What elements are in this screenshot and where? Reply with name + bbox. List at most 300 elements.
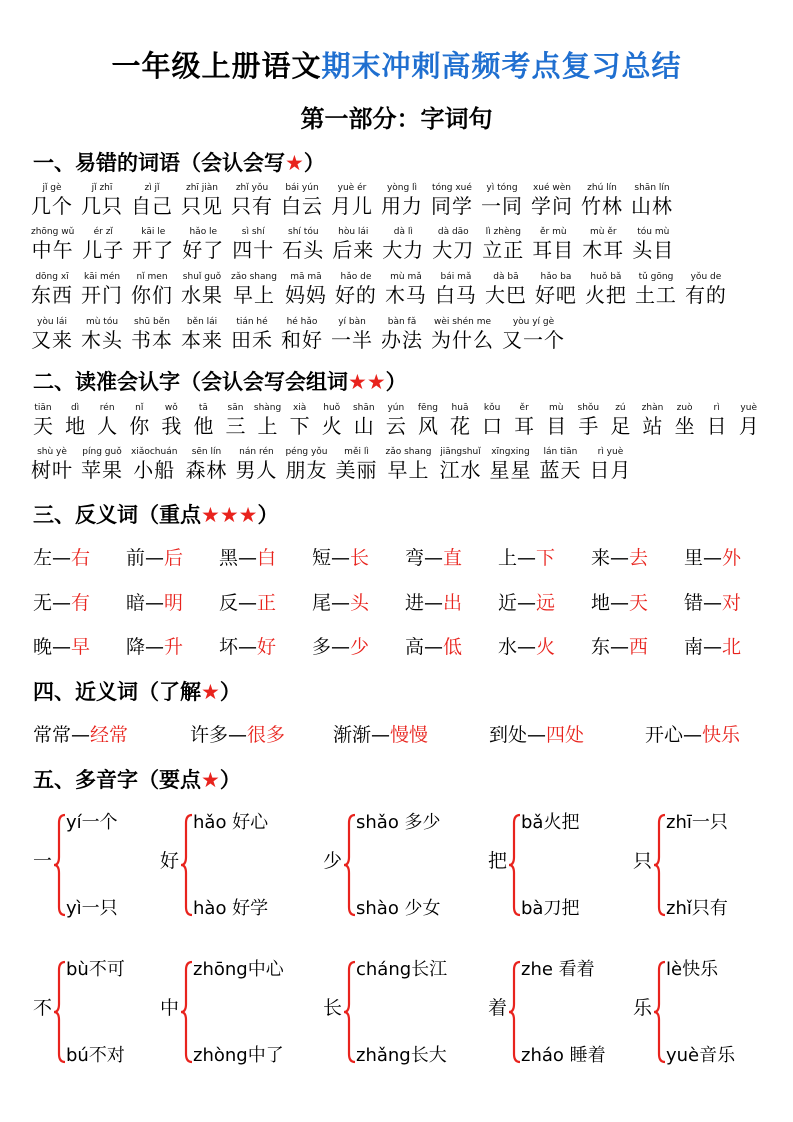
pinyin: hòu lái <box>338 227 369 237</box>
reading-2: zhòng中了 <box>193 1045 284 1066</box>
word-item <box>131 272 173 307</box>
antonym-answer: 低 <box>443 636 463 658</box>
hanzi: 星星 <box>489 458 532 482</box>
reading-1: bǎ火把 <box>521 812 580 833</box>
hanzi: 早上 <box>387 458 430 482</box>
polyphone-group <box>323 808 473 919</box>
section-5-close: ） <box>219 768 241 792</box>
synonym-answer: 很多 <box>247 724 286 746</box>
hanzi: 月 <box>738 414 759 438</box>
word-item <box>589 447 631 482</box>
hanzi: 日月 <box>589 458 632 482</box>
antonym-answer: 升 <box>164 636 184 658</box>
char-item <box>544 403 568 438</box>
hanzi: 中午 <box>31 238 74 262</box>
star-icon: ★ <box>285 151 304 175</box>
pinyin: wèi shén me <box>433 317 492 327</box>
word-item <box>336 447 378 482</box>
word-item <box>232 227 274 262</box>
title-black: 一年级上册语文 <box>111 49 322 83</box>
dash: — <box>331 636 351 658</box>
word-item <box>382 227 424 262</box>
word-row-5 <box>31 447 639 482</box>
word-item <box>432 227 474 262</box>
char-item <box>416 403 440 438</box>
hanzi: 一同 <box>481 194 523 218</box>
section-5-text: 五、多音字（要点 <box>33 768 201 792</box>
reading-2: zhǎng长大 <box>356 1045 447 1066</box>
polyphone-group <box>488 808 638 919</box>
hanzi: 和好 <box>281 328 323 352</box>
hanzi: 小船 <box>133 458 176 482</box>
antonym-word: 黑 <box>219 547 239 569</box>
pinyin: xué wèn <box>532 183 572 193</box>
hanzi: 同学 <box>431 194 473 218</box>
pinyin: wǒ <box>164 403 178 413</box>
word-item <box>386 447 432 482</box>
hanzi: 口 <box>482 414 503 438</box>
antonym-answer: 火 <box>536 636 556 658</box>
pinyin: dà bā <box>493 272 519 282</box>
word-item <box>582 227 624 262</box>
pinyin: yòu lái <box>37 317 67 327</box>
polyphone-char: 不 <box>33 997 53 1019</box>
word-item <box>335 272 377 307</box>
pinyin: hé hǎo <box>286 317 318 327</box>
hanzi: 学问 <box>531 194 573 218</box>
word-item <box>502 317 565 352</box>
pinyin: sì shí <box>241 227 265 237</box>
antonym-word: 地 <box>591 592 611 614</box>
pinyin: kāi mén <box>83 272 121 282</box>
pinyin: zhú lín <box>587 183 617 193</box>
hanzi: 木头 <box>81 328 123 352</box>
pinyin: nǐ <box>135 403 144 413</box>
word-item <box>381 183 423 218</box>
word-item <box>482 227 524 262</box>
antonym-word: 来 <box>591 547 611 569</box>
word-item <box>431 183 473 218</box>
hanzi: 天 <box>33 414 53 438</box>
pinyin: tóu mù <box>637 227 670 237</box>
word-item <box>585 272 627 307</box>
pinyin: mù <box>549 403 564 413</box>
char-item <box>253 403 282 438</box>
antonym-answer: 西 <box>629 636 649 658</box>
antonym-pair <box>33 632 90 659</box>
brace-icon <box>180 960 194 1064</box>
polyphone-char: 长 <box>323 997 343 1019</box>
antonym-pair <box>126 632 183 659</box>
pinyin: zì jǐ <box>144 183 160 193</box>
dash: — <box>610 547 630 569</box>
pinyin: hǎo de <box>340 272 372 282</box>
polyphone-group <box>160 955 310 1066</box>
antonym-answer: 下 <box>536 547 556 569</box>
pinyin: shù yè <box>37 447 67 457</box>
pinyin: yǒu de <box>690 272 722 282</box>
word-item <box>485 272 527 307</box>
antonym-pair <box>498 588 555 615</box>
pinyin: huā <box>451 403 469 413</box>
reading-1: yí一个 <box>66 812 118 833</box>
antonym-pair <box>219 632 276 659</box>
page-title <box>0 44 793 85</box>
pinyin: yuè <box>740 403 757 413</box>
synonym-answer: 慢慢 <box>390 724 429 746</box>
pinyin: tiān <box>34 403 52 413</box>
reading-2: yuè音乐 <box>666 1045 736 1066</box>
reading-1: cháng长江 <box>356 959 448 980</box>
hanzi: 蓝天 <box>539 458 582 482</box>
page-subtitle: 第一部分：字词句 <box>300 105 493 133</box>
hanzi: 本来 <box>181 328 223 352</box>
pinyin: mā mā <box>290 272 322 282</box>
hanzi: 大力 <box>382 238 425 262</box>
hanzi: 苹果 <box>81 458 123 482</box>
reading-2: bà刀把 <box>521 898 580 919</box>
hanzi: 他 <box>193 414 214 438</box>
antonym-answer: 北 <box>722 636 742 658</box>
hanzi: 我 <box>161 414 182 438</box>
pinyin: jiāngshuǐ <box>440 447 481 457</box>
hanzi: 手 <box>578 414 599 438</box>
section-4-close: ） <box>219 680 241 704</box>
antonym-pair <box>219 543 276 570</box>
word-item <box>381 317 423 352</box>
pinyin: zǎo shang <box>231 272 277 282</box>
antonym-pair <box>684 632 741 659</box>
antonym-pair <box>312 632 369 659</box>
word-row-2 <box>31 227 682 262</box>
char-item <box>320 403 344 438</box>
hanzi: 日 <box>706 414 727 438</box>
pinyin: rén <box>99 403 115 413</box>
antonym-pair <box>591 632 648 659</box>
pinyin: zǎo shang <box>385 447 432 457</box>
antonym-answer: 头 <box>350 592 370 614</box>
polyphone-group <box>160 808 310 919</box>
pinyin: xià <box>292 403 307 413</box>
hanzi: 大刀 <box>432 238 475 262</box>
antonym-word: 前 <box>126 547 146 569</box>
pinyin: huǒ bǎ <box>590 272 622 282</box>
dash: — <box>424 547 444 569</box>
star-icon: ★★ <box>348 370 386 394</box>
hanzi: 好吧 <box>534 283 577 307</box>
pinyin: kǒu <box>483 403 501 413</box>
char-item <box>673 403 697 438</box>
hanzi: 足 <box>610 414 631 438</box>
word-item <box>31 183 73 218</box>
word-item <box>181 183 223 218</box>
dash: — <box>71 724 91 746</box>
word-item <box>439 447 481 482</box>
hanzi: 一半 <box>331 328 373 352</box>
synonym-pair <box>190 720 285 747</box>
hanzi: 用力 <box>381 194 423 218</box>
char-item <box>480 403 504 438</box>
word-item <box>231 183 273 218</box>
hanzi: 石头 <box>282 238 325 262</box>
brace-icon <box>508 813 522 917</box>
pinyin: rì <box>713 403 720 413</box>
char-item <box>640 403 664 438</box>
polyphone-char: 好 <box>160 850 180 872</box>
antonym-answer: 有 <box>71 592 91 614</box>
hanzi: 树叶 <box>31 458 73 482</box>
pinyin: bàn fǎ <box>387 317 417 327</box>
dash: — <box>703 636 723 658</box>
hanzi: 好的 <box>334 283 377 307</box>
word-item <box>235 447 277 482</box>
synonym-word: 到处 <box>489 724 528 746</box>
pinyin: jǐ zhī <box>91 183 113 193</box>
reading-2: zhǐ只有 <box>666 898 728 919</box>
brace-icon <box>180 813 194 917</box>
hanzi: 大巴 <box>484 283 527 307</box>
reading-1: bù不可 <box>66 959 125 980</box>
char-item <box>705 403 729 438</box>
brace-icon <box>508 960 522 1064</box>
antonym-answer: 出 <box>443 592 463 614</box>
hanzi: 下 <box>289 414 310 438</box>
pinyin: tā <box>198 403 208 413</box>
pinyin: sēn lín <box>191 447 222 457</box>
dash: — <box>52 636 72 658</box>
word-row-4 <box>31 317 573 352</box>
char-item <box>191 403 215 438</box>
antonym-answer: 去 <box>629 547 649 569</box>
brace-icon <box>343 813 357 917</box>
hanzi: 头目 <box>632 238 675 262</box>
word-item <box>182 227 224 262</box>
hanzi: 早上 <box>232 283 275 307</box>
word-row-3 <box>31 272 735 307</box>
hanzi: 后来 <box>332 238 375 262</box>
pinyin: hǎo le <box>189 227 218 237</box>
synonym-answer: 四处 <box>546 724 585 746</box>
hanzi: 云 <box>385 414 406 438</box>
antonym-pair <box>126 588 183 615</box>
reading-1: zhe 看着 <box>521 959 595 980</box>
hanzi: 竹林 <box>581 194 623 218</box>
word-item <box>185 447 227 482</box>
section-1-text: 一、易错的词语（会认会写 <box>33 151 285 175</box>
antonym-word: 东 <box>591 636 611 658</box>
pinyin: shuǐ guǒ <box>182 272 222 282</box>
pinyin: yì tóng <box>486 183 518 193</box>
star-icon: ★ <box>201 768 220 792</box>
word-item <box>531 183 573 218</box>
pinyin: lán tiān <box>543 447 578 457</box>
antonym-answer: 右 <box>71 547 91 569</box>
reading-1: zhōng中心 <box>193 959 284 980</box>
antonym-answer: 好 <box>257 636 277 658</box>
synonym-pair <box>33 720 128 747</box>
synonym-answer: 快乐 <box>702 724 741 746</box>
dash: — <box>610 592 630 614</box>
word-item <box>435 272 477 307</box>
word-item <box>31 447 73 482</box>
pinyin: shàng <box>253 403 282 413</box>
hanzi: 山林 <box>631 194 673 218</box>
dash: — <box>527 724 547 746</box>
reading-1: hǎo 好心 <box>193 812 269 833</box>
section-3-text: 三、反义词（重点 <box>33 503 201 527</box>
hanzi: 森林 <box>185 458 228 482</box>
antonym-word: 晚 <box>33 636 53 658</box>
antonym-word: 水 <box>498 636 518 658</box>
synonym-word: 常常 <box>33 724 72 746</box>
hanzi: 木马 <box>384 283 427 307</box>
word-item <box>285 272 327 307</box>
hanzi: 开门 <box>81 283 123 307</box>
dash: — <box>331 547 351 569</box>
polyphone-group <box>488 955 638 1066</box>
word-item <box>332 227 374 262</box>
antonym-answer: 少 <box>350 636 370 658</box>
word-item <box>685 272 727 307</box>
section-heading-1 <box>33 147 325 177</box>
dash: — <box>145 592 165 614</box>
reading-1: lè快乐 <box>666 959 719 980</box>
pinyin: nǐ men <box>136 272 168 282</box>
hanzi: 好了 <box>182 238 225 262</box>
char-item <box>159 403 183 438</box>
antonym-pair <box>591 543 648 570</box>
polyphone-char: 着 <box>488 997 508 1019</box>
hanzi: 只有 <box>231 194 273 218</box>
word-item <box>131 447 177 482</box>
hanzi: 三 <box>225 414 246 438</box>
pinyin: ěr <box>519 403 529 413</box>
synonym-word: 渐渐 <box>333 724 372 746</box>
brace-icon <box>53 960 67 1064</box>
pinyin: kāi le <box>141 227 166 237</box>
dash: — <box>238 592 258 614</box>
char-item <box>288 403 312 438</box>
word-item <box>481 183 523 218</box>
polyphone-group <box>323 955 473 1066</box>
antonym-pair <box>498 632 555 659</box>
hanzi: 书本 <box>131 328 173 352</box>
word-item <box>489 447 531 482</box>
dash: — <box>424 636 444 658</box>
antonym-word: 多 <box>312 636 332 658</box>
hanzi: 美丽 <box>335 458 378 482</box>
reading-1: zhī一只 <box>666 812 728 833</box>
hanzi: 站 <box>642 414 663 438</box>
char-item <box>737 403 761 438</box>
word-item <box>181 317 223 352</box>
pinyin: tóng xué <box>432 183 472 193</box>
word-item <box>631 183 673 218</box>
hanzi: 又一个 <box>502 328 565 352</box>
char-item <box>448 403 472 438</box>
hanzi: 江水 <box>439 458 482 482</box>
hanzi: 白云 <box>281 194 323 218</box>
dash: — <box>703 592 723 614</box>
pinyin: mù mǎ <box>390 272 422 282</box>
polyphone-char: 只 <box>633 850 653 872</box>
title-highlight: 期末冲刺高频考点复习总结 <box>321 49 682 83</box>
antonym-word: 左 <box>33 547 53 569</box>
pinyin: dà lì <box>393 227 413 237</box>
dash: — <box>703 547 723 569</box>
hanzi: 又来 <box>31 328 73 352</box>
pinyin: běn lái <box>186 317 218 327</box>
pinyin: yún <box>387 403 405 413</box>
pinyin: hǎo ba <box>540 272 572 282</box>
pinyin: yòng lì <box>386 183 418 193</box>
pinyin: shān <box>352 403 375 413</box>
antonym-word: 南 <box>684 636 704 658</box>
polyphone-group <box>633 808 783 919</box>
pinyin: zhǐ yǒu <box>235 183 269 193</box>
hanzi: 妈妈 <box>284 283 327 307</box>
word-item <box>385 272 427 307</box>
dash: — <box>331 592 351 614</box>
hanzi: 你 <box>129 414 150 438</box>
section-4-text: 四、近义词（了解 <box>33 680 201 704</box>
word-item <box>331 317 373 352</box>
synonym-pair <box>333 720 428 747</box>
pinyin: yòu yí gè <box>512 317 555 327</box>
char-item <box>608 403 632 438</box>
pinyin: zú <box>615 403 626 413</box>
pinyin: rì yuè <box>597 447 624 457</box>
reading-2: zháo 睡着 <box>521 1045 606 1066</box>
hanzi: 四十 <box>232 238 275 262</box>
word-item <box>635 272 677 307</box>
reading-2: hào 好学 <box>193 898 269 919</box>
antonym-answer: 外 <box>722 547 742 569</box>
antonym-pair <box>591 588 648 615</box>
char-item <box>576 403 600 438</box>
pinyin: nán rén <box>239 447 274 457</box>
hanzi: 你们 <box>131 283 173 307</box>
brace-icon <box>653 960 667 1064</box>
hanzi: 山 <box>353 414 374 438</box>
pinyin: mù tóu <box>85 317 119 327</box>
word-item <box>539 447 581 482</box>
antonym-pair <box>405 632 462 659</box>
pinyin: yuè ér <box>337 183 367 193</box>
pinyin: píng guǒ <box>82 447 122 457</box>
reading-2: shào 少女 <box>356 898 441 919</box>
hanzi: 朋友 <box>285 458 328 482</box>
polyphone-char: 乐 <box>633 997 653 1019</box>
antonym-answer: 明 <box>164 592 184 614</box>
word-item <box>131 183 173 218</box>
section-heading-5 <box>33 764 241 794</box>
section-heading-3 <box>33 499 278 529</box>
hanzi: 水果 <box>181 283 223 307</box>
hanzi: 耳 <box>514 414 535 438</box>
dash: — <box>145 547 165 569</box>
section-heading-4 <box>33 676 241 706</box>
pinyin: xīngxing <box>491 447 530 457</box>
hanzi: 办法 <box>381 328 423 352</box>
hanzi: 耳目 <box>532 238 575 262</box>
dash: — <box>517 592 537 614</box>
hanzi: 只见 <box>181 194 223 218</box>
antonym-pair <box>312 588 369 615</box>
pinyin: dì <box>70 403 80 413</box>
synonym-pair <box>489 720 584 747</box>
hanzi: 儿子 <box>82 238 125 262</box>
